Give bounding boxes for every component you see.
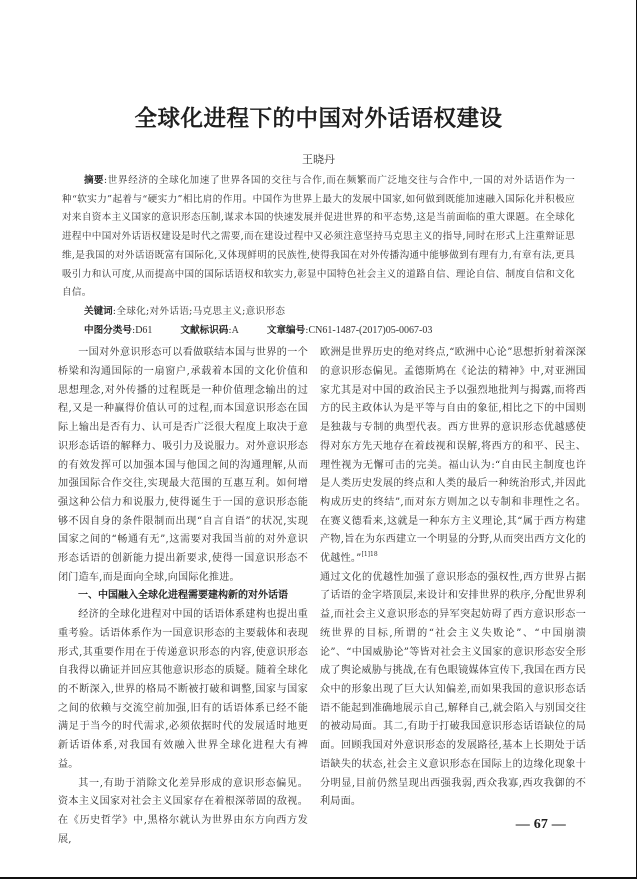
- body-columns: [58, 344, 586, 849]
- continued-text: 欧洲是世界历史的绝对终点,“欧洲中心论”思想折射着深深的意识形态偏见。孟德斯鸠在《论法的精神》中,对亚洲国家尤其是对中国的政治民主予以强烈地批判与揭露,而将西方的民主政体认为是平等与自由的象征,相比之下的中国则是独裁与专制的典型代表。西方世界的意识形态优越感使得对东方先天地存在着歧视和误解,将西方的和平、民主、理性视为无懈可击的完美。福山认为:“自由民主制度也许是人类历史发展的终点和人类的最后一种统治形式,并因此构成历史的终结”,而对东方则加之以专制和非理性之名。在赛义德看来,这就是一种东方主义理论,其“属于西方构建产物,旨在为东西建立一个明显的分野,从而突出西方文化的优越性。”: [320, 347, 586, 565]
- article-title: 全球化进程下的中国对外话语权建设: [134, 106, 503, 132]
- body-paragraph-continued: 通过文化的优越性加强了意识形态的强权性,西方世界占据了话语的金字塔顶层,来设计和安排世界的秩序,分配世界利益,而社会主义意识形态的异军突起妨碍了西方意识形态一统世界的目标,所谓的“社会主义失败论”、“中国崩溃论”、“中国威胁论”等皆对社会主义国家的意识形态安全形成了舆论威胁与挑战,在有色眼镜媒体宣传下,我国在西方民众中的形象出现了巨大认知偏差,而如果我国的意识形态话语不能起到准确地展示自己,解释自己,就会陷入与别国交往的被动局面。其二,有助于打破我国意识形态话语缺位的局面。回顾我国对外意识形态的发展路径,基本上长期处于话语缺失的状态,社会主义意识形态在国际上的边缘化现象十分明显,目前仍然呈现出西强我弱,西众我寡,西攻我御的不利局面。: [320, 571, 586, 808]
- article-no-value: CN61-1487-(2017)05-0067-03: [308, 324, 433, 336]
- doc-code-separator: :: [228, 324, 232, 336]
- document-code: [180, 322, 238, 341]
- abstract-label: 摘要: [84, 175, 104, 186]
- clc-value: D61: [135, 324, 153, 336]
- doc-code-label: 文献标识码: [180, 324, 229, 336]
- abstract-text: 世界经济的全球化加速了世界各国的交往与合作,而在频繁而广泛地交往与合作中,一国的对外话语作为一种“软实力”起着与“硬实力”相比肩的作用。中国作为世界上最大的发展中国家,如何做到既能加速融入国际化并积极应对来自资本主义国家的意识形态压制,谋求本国的快速发展并促进世界的和平态势,这是当前面临的重大课题。在全球化进程中中国对外话语权建设是时代之需要,而在建设过程中又必须注意坚持马克思主义的指导,同时在形式上注重辩证思维,是我国的对外话语既富有国际化,又体现鲜明的民族性,使得我国在对外传播沟通中能够做到有理有力,有章有法,更具吸引力和认可度,从而提高中国的国际话语权和软实力,彰显中国特色社会主义的道路自信、理论自信、制度自信和文化自信。: [62, 175, 575, 299]
- intro-paragraph: 一国对外意识形态可以看做联结本国与世界的一个桥梁和沟通国际的一扇窗户,承载着本国的文化价值和思想理念,对外传播的过程既是一种价值理念输出的过程,又是一种赢得价值认可的过程,而本国意识形态在国际上输出是否有力、认可是否广泛很大程度上取决于意识形态话语的解释力、吸引力及说服力。对外意识形态的有效发挥可以加强本国与他国之间的沟通理解,从而加强国际合作交往,实现最大范围的互惠互利。如何增强这种公信力和说服力,使得诞生于一国的意识形态能够不因自身的条件限制而出现“自言自语”的状况,实现国家之间的“畅通有无”,这需要对我国当前的对外意识形态话语的创新能力提出新要求,使得一国意识形态不闭门造车,而是面向全球,向国际化推进。: [58, 347, 308, 583]
- author-name: 王晓丹: [302, 153, 335, 166]
- article-no-label: 文章编号: [266, 324, 306, 336]
- body-paragraph-continued: [320, 344, 586, 568]
- abstract-separator: :: [103, 175, 108, 186]
- keywords-text: 全球化;对外话语;马克思主义;意识形态: [116, 305, 286, 317]
- section-heading: 一、中国融入全球化进程需要建构新的对外话语: [78, 590, 288, 602]
- body-left-column: [58, 344, 308, 849]
- abstract: [62, 172, 575, 303]
- clc-separator: :: [131, 324, 136, 336]
- body-paragraph: 经济的全球化进程对中国的话语体系建构也提出重重考验。话语体系作为一国意识形态的主要载体和表现形式,其重要作用在于传递意识形态的内容,使意识形态自我得以确证并回应其他意识形态的质疑。随着全球化的不断深入,世界的格局不断被打破和调整,国家与国家之间的依赖与交流空前加强,旧有的话语体系已经不能满足于当今的时代需求,必须依据时代的发展适时地更新话语体系,对我国有效融入世界全球化进程大有裨益。: [58, 609, 308, 770]
- clc-number: [84, 322, 152, 341]
- keywords-separator: :: [112, 305, 117, 317]
- keywords-label: 关键词: [84, 305, 113, 317]
- article-number: [267, 322, 432, 341]
- body-right-column: [320, 344, 586, 834]
- body-paragraph: 其一,有助于消除文化差异形成的意识形态偏见。资本主义国家对社会主义国家存在着根深蒂固的敌视。在《历史哲学》中,黑格尔就认为世界由东方向西方发展,: [58, 777, 308, 845]
- clc-label: 中图分类号: [84, 324, 132, 336]
- page-number: — 67 —: [515, 816, 566, 832]
- citation-superscript: [1]18: [361, 551, 378, 559]
- doc-code-value: A: [231, 324, 239, 336]
- article-no-separator: :: [305, 324, 309, 336]
- classification-line: [84, 322, 597, 341]
- keywords: [84, 303, 575, 322]
